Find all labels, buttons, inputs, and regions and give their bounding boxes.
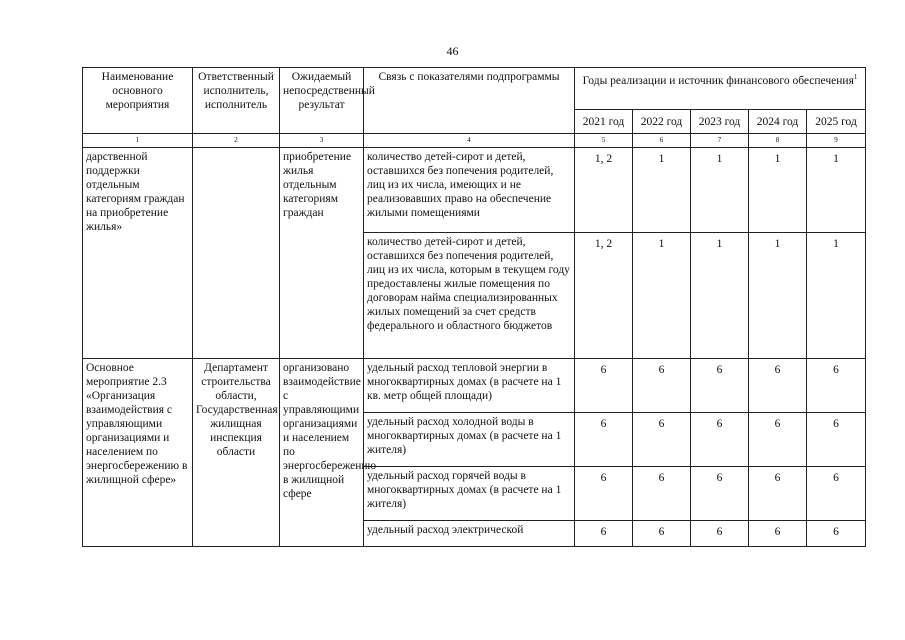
header-result: Ожидаемый непосредственный результат bbox=[280, 68, 364, 134]
value-2023: 6 bbox=[691, 521, 749, 547]
column-number: 4 bbox=[364, 134, 575, 148]
column-number: 6 bbox=[633, 134, 691, 148]
value-2021: 6 bbox=[575, 359, 633, 413]
value-2024: 6 bbox=[749, 413, 807, 467]
value-2024: 6 bbox=[749, 521, 807, 547]
table-row bbox=[83, 148, 866, 233]
measure-name: Основное мероприятие 2.3 «Организация взаимодействия с управляющими организациями и населением по энергосбережению в жилищной сфере» bbox=[83, 359, 193, 547]
value-2024: 6 bbox=[749, 359, 807, 413]
header-year-2024: 2024 год bbox=[749, 110, 807, 134]
measures-table bbox=[82, 67, 866, 547]
value-2022: 1 bbox=[633, 233, 691, 359]
value-2022: 6 bbox=[633, 467, 691, 521]
value-2025: 1 bbox=[807, 233, 866, 359]
value-2021: 6 bbox=[575, 467, 633, 521]
indicator-text: количество детей-сирот и детей, оставшихся без попечения родителей, лиц из их числа, имеющих и не реализовавших право на обеспечение жилыми помещениями bbox=[364, 148, 575, 233]
column-number: 1 bbox=[83, 134, 193, 148]
value-2025: 6 bbox=[807, 467, 866, 521]
measure-result: приобретение жилья отдельным категориям граждан bbox=[280, 148, 364, 359]
value-2025: 1 bbox=[807, 148, 866, 233]
indicator-text: удельный расход горячей воды в многоквартирных домах (в расчете на 1 жителя) bbox=[364, 467, 575, 521]
header-year-2025: 2025 год bbox=[807, 110, 866, 134]
header-year-2023: 2023 год bbox=[691, 110, 749, 134]
value-2023: 6 bbox=[691, 413, 749, 467]
column-number: 7 bbox=[691, 134, 749, 148]
page-number: 46 bbox=[446, 44, 459, 58]
value-2025: 6 bbox=[807, 521, 866, 547]
column-number: 2 bbox=[193, 134, 280, 148]
header-name: Наименование основного мероприятия bbox=[83, 68, 193, 134]
column-number: 3 bbox=[280, 134, 364, 148]
value-2023: 6 bbox=[691, 467, 749, 521]
header-year-2022: 2022 год bbox=[633, 110, 691, 134]
value-2021: 6 bbox=[575, 413, 633, 467]
value-2021: 1, 2 bbox=[575, 233, 633, 359]
header-years-group bbox=[575, 68, 866, 110]
column-number: 9 bbox=[807, 134, 866, 148]
value-2022: 6 bbox=[633, 413, 691, 467]
value-2024: 1 bbox=[749, 148, 807, 233]
indicator-text: удельный расход тепловой энергии в многоквартирных домах (в расчете на 1 кв. метр общей площади) bbox=[364, 359, 575, 413]
value-2025: 6 bbox=[807, 359, 866, 413]
header-indicators: Связь с показателями подпрограммы bbox=[364, 68, 575, 134]
value-2024: 1 bbox=[749, 233, 807, 359]
value-2023: 1 bbox=[691, 233, 749, 359]
value-2022: 1 bbox=[633, 148, 691, 233]
indicator-text: удельный расход электрической bbox=[364, 521, 575, 547]
value-2023: 1 bbox=[691, 148, 749, 233]
footnote-mark: 1 bbox=[853, 73, 858, 81]
value-2025: 6 bbox=[807, 413, 866, 467]
column-number: 8 bbox=[749, 134, 807, 148]
indicator-text: количество детей-сирот и детей, оставшихся без попечения родителей, лиц из их числа, которым в текущем году предоставлены жилые помещения по договорам найма специализированных жилых помещений за счет средств федерального и областного бюджетов bbox=[364, 233, 575, 359]
table-row bbox=[83, 359, 866, 413]
column-number: 5 bbox=[575, 134, 633, 148]
measure-name: дарственной поддержки отдельным категориям граждан на приобретение жилья» bbox=[83, 148, 193, 359]
value-2022: 6 bbox=[633, 521, 691, 547]
measure-result: организовано взаимодействие с управляющими организациями и населением по энергосбережению в жилищной сфере bbox=[280, 359, 364, 547]
measure-executor bbox=[193, 148, 280, 359]
value-2024: 6 bbox=[749, 467, 807, 521]
value-2022: 6 bbox=[633, 359, 691, 413]
measure-executor: Департамент строительства области, Государственная жилищная инспекция области bbox=[193, 359, 280, 547]
header-year-2021: 2021 год bbox=[575, 110, 633, 134]
header-executor: Ответственный исполнитель, исполнитель bbox=[193, 68, 280, 134]
value-2021: 1, 2 bbox=[575, 148, 633, 233]
value-2021: 6 bbox=[575, 521, 633, 547]
value-2023: 6 bbox=[691, 359, 749, 413]
header-years-text: Годы реализации и источник финансового обеспечения bbox=[582, 74, 854, 87]
indicator-text: удельный расход холодной воды в многоквартирных домах (в расчете на 1 жителя) bbox=[364, 413, 575, 467]
